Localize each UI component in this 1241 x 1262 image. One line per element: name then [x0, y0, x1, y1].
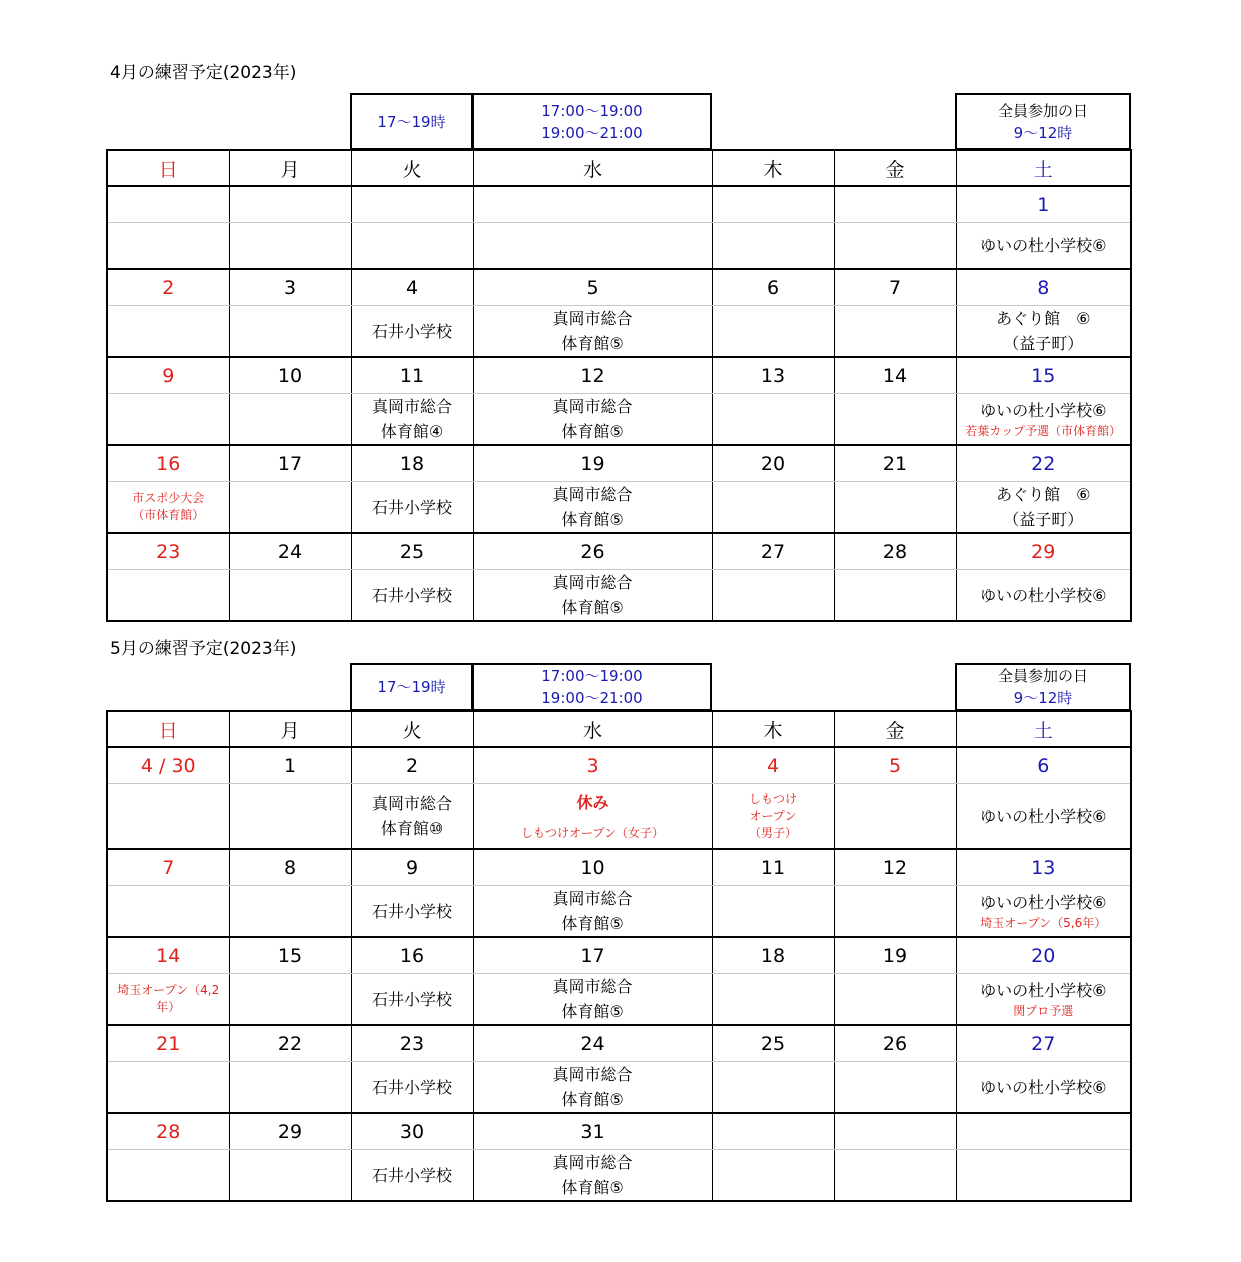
day-number: 1 [229, 747, 351, 784]
day-events [473, 974, 712, 1026]
day-number: 27 [956, 1025, 1131, 1062]
day-number: 18 [351, 445, 473, 482]
day-events [956, 784, 1131, 850]
event-line: 真岡市総合 [552, 573, 633, 592]
weekday-header-row [107, 150, 1131, 186]
event-line: 真岡市総合 [552, 1153, 633, 1172]
day-events [107, 974, 229, 1026]
event-line: ゆいの杜小学校⑥ [980, 981, 1107, 1000]
event-line: 石井小学校 [371, 585, 452, 605]
note-box-wed [472, 663, 712, 711]
event-line: 若葉カップ予選（市体育館） [965, 424, 1122, 438]
day-number: 21 [107, 1025, 229, 1062]
event-line: あぐり館 ⑥ [996, 485, 1091, 504]
day-number: 26 [834, 1025, 956, 1062]
event-line: （益子町） [1003, 334, 1084, 353]
event-line: 真岡市総合 [552, 889, 633, 908]
day-events [107, 306, 229, 358]
day-number: 30 [351, 1113, 473, 1150]
event-line: 休み [576, 793, 609, 812]
day-events [229, 784, 351, 850]
event-line: ゆいの杜小学校⑥ [980, 893, 1107, 912]
week-event-row [107, 306, 1131, 358]
week-date-row [107, 747, 1131, 784]
note-box-tue [350, 663, 473, 711]
day-number: 25 [712, 1025, 834, 1062]
day-events [351, 394, 473, 446]
day-events [712, 482, 834, 534]
day-events [351, 306, 473, 358]
day-number: 23 [107, 533, 229, 570]
event-line: 埼玉オープン（5,6年） [980, 916, 1107, 930]
week-date-row [107, 186, 1131, 223]
day-number: 27 [712, 533, 834, 570]
day-events [107, 570, 229, 622]
day-number [107, 186, 229, 223]
day-events [351, 482, 473, 534]
event-line: 体育館⑤ [561, 422, 624, 441]
day-events [712, 306, 834, 358]
note-line: 9～12時 [1013, 123, 1073, 142]
day-number: 4 [712, 747, 834, 784]
event-line: 真岡市総合 [552, 977, 633, 996]
event-line: しもつけ [748, 791, 797, 806]
day-events [712, 1062, 834, 1114]
event-line: 真岡市総合 [371, 397, 452, 416]
day-number: 20 [956, 937, 1131, 974]
day-events [473, 886, 712, 938]
day-events [834, 784, 956, 850]
event-line: オープン [749, 808, 797, 823]
week-event-row [107, 1150, 1131, 1202]
event-line: 体育館⑤ [561, 1002, 624, 1021]
note-line: 17:00～19:00 [541, 667, 643, 685]
day-number: 15 [956, 357, 1131, 394]
day-events [473, 482, 712, 534]
day-events [107, 784, 229, 850]
note-line: 17～19時 [377, 678, 446, 696]
day-number: 14 [107, 937, 229, 974]
weekday-header: 火 [351, 711, 473, 747]
day-events [107, 482, 229, 534]
day-events [712, 1150, 834, 1202]
day-events [107, 886, 229, 938]
day-number: 26 [473, 533, 712, 570]
note-line: 19:00～21:00 [541, 689, 643, 707]
event-line: 体育館⑤ [561, 510, 624, 529]
day-number: 7 [107, 849, 229, 886]
event-line: 体育館⑩ [380, 819, 444, 838]
day-number: 9 [351, 849, 473, 886]
day-events [834, 886, 956, 938]
event-line: ゆいの杜小学校⑥ [980, 585, 1107, 605]
week-date-row [107, 445, 1131, 482]
day-number [956, 1113, 1131, 1150]
day-events [107, 1062, 229, 1114]
day-events [229, 974, 351, 1026]
event-line: 石井小学校 [371, 901, 452, 921]
event-line: （市体育館） [132, 508, 205, 522]
event-line: 真岡市総合 [371, 794, 452, 813]
weekday-header: 月 [229, 150, 351, 186]
day-events [473, 784, 712, 850]
day-number: 28 [834, 533, 956, 570]
note-line: 全員参加の日 [997, 101, 1088, 120]
day-number: 2 [107, 269, 229, 306]
day-number: 17 [229, 445, 351, 482]
day-number: 1 [956, 186, 1131, 223]
day-number: 13 [712, 357, 834, 394]
week-date-row [107, 937, 1131, 974]
day-events [473, 223, 712, 270]
day-number: 31 [473, 1113, 712, 1150]
event-line: しもつけオープン（女子） [521, 826, 664, 840]
day-events [229, 1150, 351, 1202]
event-line: あぐり館 ⑥ [996, 309, 1091, 328]
day-events [834, 570, 956, 622]
day-number: 22 [956, 445, 1131, 482]
day-number: 7 [834, 269, 956, 306]
event-line: 年） [156, 1000, 181, 1014]
day-number: 3 [473, 747, 712, 784]
week-event-row [107, 223, 1131, 270]
week-event-row [107, 482, 1131, 534]
day-number [834, 186, 956, 223]
day-number: 12 [473, 357, 712, 394]
day-number [351, 186, 473, 223]
day-number [712, 1113, 834, 1150]
day-events [712, 974, 834, 1026]
event-line: 石井小学校 [371, 321, 452, 341]
day-events [712, 394, 834, 446]
day-number: 11 [351, 357, 473, 394]
day-events [473, 570, 712, 622]
day-events [834, 306, 956, 358]
day-events [834, 1062, 956, 1114]
day-number [834, 1113, 956, 1150]
may-schedule-title: 5月の練習予定(2023年) [110, 639, 297, 659]
weekday-header: 水 [473, 150, 712, 186]
day-events [229, 886, 351, 938]
day-number: 9 [107, 357, 229, 394]
event-line: （益子町） [1003, 510, 1084, 529]
day-events [229, 482, 351, 534]
day-events [229, 394, 351, 446]
day-events [956, 570, 1131, 622]
day-number: 10 [473, 849, 712, 886]
event-line: ゆいの杜小学校⑥ [980, 1077, 1107, 1097]
day-events [351, 570, 473, 622]
day-number: 6 [956, 747, 1131, 784]
day-number: 19 [834, 937, 956, 974]
note-line: 全員参加の日 [997, 667, 1088, 685]
day-number: 12 [834, 849, 956, 886]
event-line: 石井小学校 [371, 989, 452, 1009]
day-events [229, 570, 351, 622]
weekday-header: 月 [229, 711, 351, 747]
day-number: 23 [351, 1025, 473, 1062]
day-events [712, 784, 834, 850]
day-number: 14 [834, 357, 956, 394]
event-line: 体育館⑤ [561, 914, 624, 933]
weekday-header: 水 [473, 711, 712, 747]
note-line: 19:00～21:00 [541, 123, 643, 142]
day-events [834, 482, 956, 534]
day-events [229, 306, 351, 358]
event-line: 体育館⑤ [561, 1178, 624, 1197]
note-box-tue [350, 93, 473, 150]
event-line: 石井小学校 [371, 1077, 452, 1097]
day-number: 4 / 30 [107, 747, 229, 784]
day-number: 19 [473, 445, 712, 482]
day-number: 6 [712, 269, 834, 306]
day-number: 29 [956, 533, 1131, 570]
day-events [229, 223, 351, 270]
event-line: 市スポ少大会 [132, 491, 205, 505]
day-events [956, 306, 1131, 358]
weekday-header: 土 [956, 711, 1131, 747]
day-events [956, 886, 1131, 938]
note-box-wed [472, 93, 712, 150]
weekday-header: 木 [712, 150, 834, 186]
day-number: 28 [107, 1113, 229, 1150]
day-number [229, 186, 351, 223]
day-events [956, 223, 1131, 270]
day-number: 8 [229, 849, 351, 886]
week-date-row [107, 269, 1131, 306]
day-number: 10 [229, 357, 351, 394]
event-line: 真岡市総合 [552, 397, 633, 416]
note-line: 17～19時 [377, 112, 446, 131]
event-line: 真岡市総合 [552, 309, 633, 328]
event-line: 真岡市総合 [552, 1065, 633, 1084]
calendar-grid [106, 710, 1132, 1202]
day-number: 20 [712, 445, 834, 482]
day-events [107, 223, 229, 270]
day-number: 21 [834, 445, 956, 482]
day-number: 24 [229, 533, 351, 570]
day-events [107, 394, 229, 446]
event-line: ゆいの杜小学校⑥ [980, 236, 1107, 255]
event-line [474, 815, 712, 825]
day-events [473, 306, 712, 358]
weekday-header-row [107, 711, 1131, 747]
day-events [351, 974, 473, 1026]
day-events [956, 974, 1131, 1026]
event-line: 体育館⑤ [561, 598, 624, 617]
day-number [473, 186, 712, 223]
day-events [107, 1150, 229, 1202]
weekday-header: 金 [834, 711, 956, 747]
weekday-header: 金 [834, 150, 956, 186]
day-number: 18 [712, 937, 834, 974]
event-line: （男子） [748, 825, 797, 840]
calendar-grid [106, 149, 1132, 622]
week-event-row [107, 570, 1131, 622]
day-number: 8 [956, 269, 1131, 306]
day-events [956, 1150, 1131, 1202]
week-date-row [107, 849, 1131, 886]
day-events [956, 394, 1131, 446]
weekday-header: 木 [712, 711, 834, 747]
weekday-header: 日 [107, 711, 229, 747]
day-events [834, 223, 956, 270]
day-events [712, 570, 834, 622]
event-line: 体育館⑤ [561, 334, 624, 353]
day-number: 11 [712, 849, 834, 886]
day-number [712, 186, 834, 223]
event-line: 体育館⑤ [561, 1090, 624, 1109]
day-events [712, 223, 834, 270]
event-line: 埼玉オープン（4,2 [117, 983, 220, 997]
event-line: 真岡市総合 [552, 485, 633, 504]
day-events [351, 784, 473, 850]
day-number: 2 [351, 747, 473, 784]
week-event-row [107, 1062, 1131, 1114]
week-event-row [107, 974, 1131, 1026]
event-line: 体育館④ [380, 422, 444, 441]
event-line: ゆいの杜小学校⑥ [980, 806, 1107, 826]
day-number: 17 [473, 937, 712, 974]
day-events [473, 1150, 712, 1202]
day-number: 15 [229, 937, 351, 974]
day-events [712, 886, 834, 938]
day-events [351, 1062, 473, 1114]
note-box-sat [955, 93, 1131, 150]
day-number: 22 [229, 1025, 351, 1062]
day-events [834, 1150, 956, 1202]
day-number: 24 [473, 1025, 712, 1062]
day-events [351, 1150, 473, 1202]
day-events [834, 394, 956, 446]
week-date-row [107, 357, 1131, 394]
event-line: ゆいの杜小学校⑥ [980, 401, 1107, 420]
weekday-header: 日 [107, 150, 229, 186]
event-line: 関プロ予選 [1013, 1004, 1074, 1018]
day-number: 29 [229, 1113, 351, 1150]
april-schedule-title: 4月の練習予定(2023年) [110, 63, 297, 83]
day-events [834, 974, 956, 1026]
day-number: 4 [351, 269, 473, 306]
day-events [229, 1062, 351, 1114]
week-date-row [107, 533, 1131, 570]
day-number: 3 [229, 269, 351, 306]
note-line: 9～12時 [1013, 689, 1073, 707]
day-number: 16 [351, 937, 473, 974]
day-number: 5 [473, 269, 712, 306]
day-number: 13 [956, 849, 1131, 886]
note-box-sat [955, 663, 1131, 711]
note-line: 17:00～19:00 [541, 101, 643, 120]
day-number: 16 [107, 445, 229, 482]
day-number: 25 [351, 533, 473, 570]
day-events [351, 886, 473, 938]
week-event-row [107, 394, 1131, 446]
day-number: 5 [834, 747, 956, 784]
weekday-header: 土 [956, 150, 1131, 186]
event-line: 石井小学校 [371, 497, 452, 517]
event-line: 石井小学校 [371, 1165, 452, 1185]
week-date-row [107, 1113, 1131, 1150]
week-event-row [107, 784, 1131, 850]
week-event-row [107, 886, 1131, 938]
week-date-row [107, 1025, 1131, 1062]
day-events [956, 482, 1131, 534]
day-events [473, 394, 712, 446]
weekday-header: 火 [351, 150, 473, 186]
day-events [473, 1062, 712, 1114]
day-events [351, 223, 473, 270]
day-events [956, 1062, 1131, 1114]
